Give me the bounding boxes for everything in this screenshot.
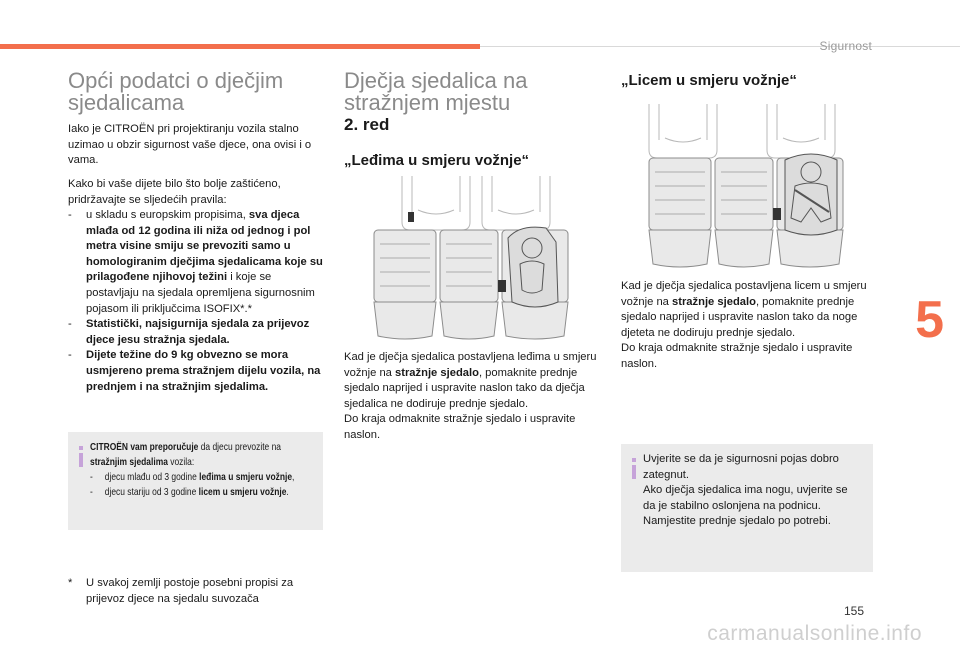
- col1-title-line2: sjedalicama: [68, 90, 185, 115]
- page-number: 155: [843, 604, 864, 618]
- col2-title-line1: Dječja sjedalica na: [344, 68, 528, 93]
- note-bold: CITROËN vam preporučuje: [90, 442, 199, 453]
- rule1-normal: u skladu s europskim propisima,: [86, 209, 249, 221]
- col3-note-text: [643, 452, 863, 530]
- col1-title-line1: Opći podatci o dječjim: [68, 68, 284, 93]
- note-item: [90, 470, 320, 485]
- col2-paragraph-2: Do kraja odmaknite stražnje sjedalo i uspravite naslon.: [344, 413, 576, 441]
- note-item: [90, 485, 320, 500]
- section-label: Sigurnost: [819, 39, 872, 53]
- col1-note-text: [90, 440, 320, 500]
- footnote-mark: *: [68, 577, 73, 589]
- note-item-tail: .: [286, 487, 289, 498]
- rule1-bold: sva djeca mlađa od 12 godina ili niža od jednog i pol metra visine smiju se prevoziti samo u homologiranim dječjima sjedalicama koje su prilagođene njihovoj težini: [86, 209, 323, 284]
- col1-intro: Iako je CITROËN pri projektiranju vozila stalno uzimao u obzir sigurnost vaše djece, ona ovisi i o vama.: [68, 123, 312, 167]
- col3-text-b: , pomaknite prednje sjedalo naprijed i uspravite naslon tako da noge djeteta ne dodiruju prednje sjedalo.: [621, 295, 858, 339]
- col3-info-note: [621, 444, 873, 572]
- col2-subtitle: 2. red: [344, 115, 390, 134]
- header-accent-bar: [0, 44, 480, 49]
- rule-item: [68, 317, 324, 348]
- col2-heading: „Leđima u smjeru vožnje“: [344, 152, 530, 169]
- rule-item: [68, 208, 324, 317]
- col2-title: [344, 70, 604, 114]
- footnote-text: U svakoj zemlji postoje posebni propisi za prijevoz djece na sjedalu suvozača: [86, 577, 294, 605]
- rule3-bold: Dijete težine do 9 kg obvezno se mora usmjereno prema stražnjem dijelu vozila, na prednjem i na stražnjim sjedalima.: [86, 349, 321, 393]
- note-line: Namjestite prednje sjedalo po potrebi.: [643, 515, 831, 528]
- note-item-bold: leđima u smjeru vožnje: [199, 472, 293, 483]
- note-item-text: djecu mlađu od 3 godine: [104, 472, 200, 483]
- rule1-tail: i koje se postavljaju na sjedala opremljena sigurnosnim pojasom ili priključcima ISOFIX*.*: [86, 271, 315, 315]
- rule2-bold: Statistički, najsigurnija sjedala za prijevoz djece jesu stražnja sjedala.: [86, 318, 310, 346]
- col1-title: [68, 70, 328, 114]
- col2-paragraph: [344, 350, 598, 412]
- col3-body: [621, 279, 875, 373]
- note-text: da djecu prevozite na: [198, 442, 281, 453]
- rear-facing-seat-illustration: [370, 172, 582, 342]
- list-dash: -: [90, 487, 93, 498]
- note-item-text: djecu stariju od 3 godine: [104, 487, 199, 498]
- col3-text-a: Kad je dječja sjedalica postavljena licem u smjeru vožnje na: [621, 280, 867, 308]
- col2-text-a: Kad je dječja sjedalica postavljena leđima u smjeru vožnje na: [344, 351, 597, 379]
- list-dash: -: [90, 472, 93, 483]
- note-item-bold: licem u smjeru vožnje: [198, 487, 287, 498]
- note-bold: stražnjim sjedalima: [90, 457, 168, 468]
- col3-text-bold: stražnje sjedalo: [672, 295, 756, 308]
- col1-info-note: [68, 432, 323, 530]
- chapter-number: 5: [915, 291, 944, 349]
- col2-text-b: , pomaknite prednje sjedalo naprijed i uspravite naslon tako da dječja sjedalica ne dodiruje prednje sjedalo.: [344, 366, 585, 410]
- rule-item: [68, 348, 324, 395]
- note-text: vozila:: [167, 457, 195, 468]
- list-dash: -: [68, 209, 72, 221]
- watermark: carmanualsonline.info: [707, 622, 922, 645]
- col1-rules-list: [68, 208, 324, 395]
- col3-paragraph: [621, 279, 875, 341]
- note-item-tail: ,: [292, 472, 295, 483]
- list-dash: -: [68, 349, 72, 362]
- col2-body: [344, 350, 598, 444]
- col3-paragraph-2: Do kraja odmaknite stražnje sjedalo i uspravite naslon.: [621, 342, 853, 370]
- note-line: Uvjerite se da je sigurnosni pojas dobro zategnut.: [643, 453, 839, 481]
- col2-text-bold: stražnje sjedalo: [395, 366, 479, 379]
- col2-title-line2: stražnjem mjestu: [344, 90, 511, 115]
- col1-footnote: [68, 576, 328, 607]
- col1-rules-intro: Kako bi vaše dijete bilo što bolje zaštićeno, pridržavajte se sljedećih pravila:: [68, 178, 281, 206]
- forward-facing-seat-illustration: [645, 100, 857, 270]
- list-dash: -: [68, 318, 72, 331]
- col3-heading: „Licem u smjeru vožnje“: [621, 72, 797, 89]
- header-rule: [480, 46, 960, 47]
- note-line: Ako dječja sjedalica ima nogu, uvjerite se da je stabilno oslonjena na podnicu.: [643, 484, 848, 512]
